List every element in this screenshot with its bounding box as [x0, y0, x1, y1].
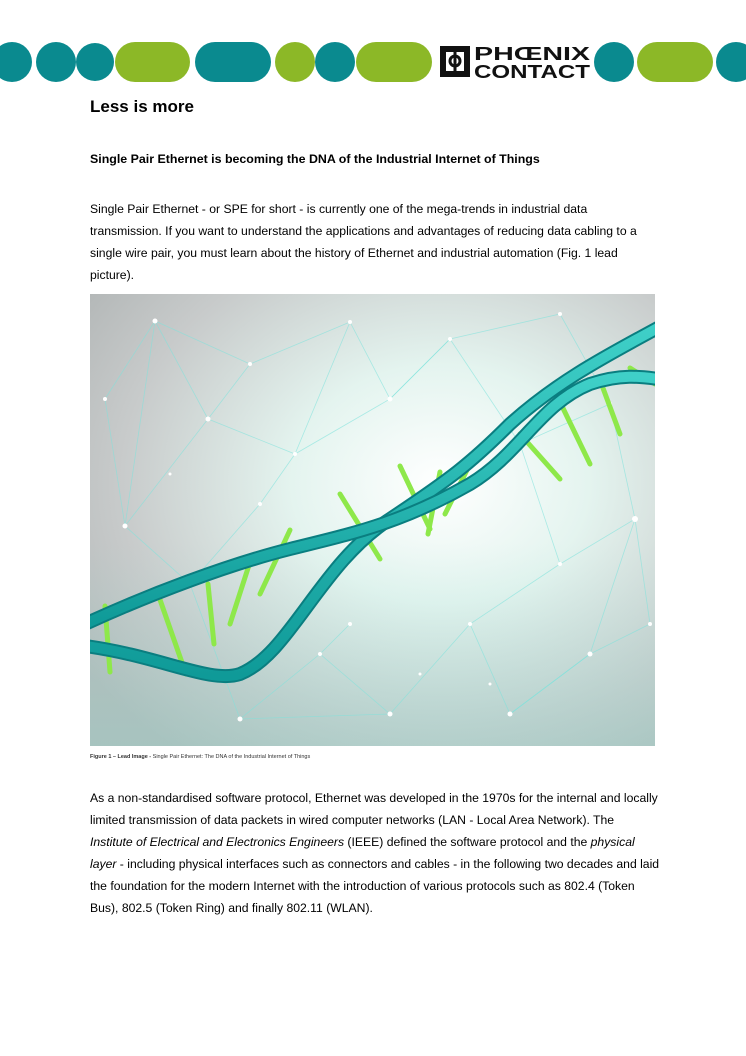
brand-shapes	[0, 42, 432, 82]
emphasis-physical-layer: physical layer	[90, 835, 635, 871]
figure-caption	[90, 754, 310, 760]
figure-caption-label: Figure 1 – Lead Image -	[90, 754, 153, 760]
green-pill	[356, 42, 432, 82]
body-text-part: - including physical interfaces such as connectors and cables - in the following two decades and laid the foundation for the modern Internet with the introduction of various protocols such as 802.4 (Token Bus), 802.5 (Token Ring) and finally 802.11 (WLAN).	[90, 857, 660, 915]
brand-header-band	[0, 41, 746, 83]
page-title: Less is more	[90, 97, 194, 116]
green-pill	[115, 42, 190, 82]
teal-circle	[315, 42, 355, 82]
phoenix-contact-logo	[440, 44, 590, 82]
body-text-part: (IEEE) defined the software protocol and the	[344, 835, 591, 849]
teal-circle	[594, 42, 634, 82]
lead-image-dna-helix	[90, 294, 655, 746]
green-pill	[637, 42, 713, 82]
intro-paragraph: Single Pair Ethernet - or SPE for short - is currently one of the mega-trends in industrial data transmission. If you want to understand the applications and advantages of reducing data cabling to a single wire pair, you must learn about the history of Ethernet and industrial automation (Fig. 1 lead picture).	[90, 202, 637, 282]
teal-circle	[716, 42, 746, 82]
body-paragraph	[90, 787, 660, 919]
emphasis-ieee: Institute of Electrical and Electronics Engineers	[90, 835, 345, 849]
body-text-part: As a non-standardised software protocol, Ethernet was developed in the 1970s for the internal and locally limited transmission of data packets in wired computer networks (LAN - Local Area Network). The	[90, 791, 658, 827]
green-circle	[275, 42, 315, 82]
teal-circle	[36, 42, 76, 82]
teal-circle	[76, 43, 114, 81]
teal-pill	[195, 42, 271, 82]
figure-caption-text: Single Pair Ethernet: The DNA of the Industrial Internet of Things	[152, 754, 311, 760]
brand-shapes-right	[594, 42, 746, 82]
logo-line-2: CONTACT	[474, 62, 590, 82]
page-subtitle: Single Pair Ethernet is becoming the DNA of the Industrial Internet of Things	[90, 152, 540, 166]
teal-circle	[0, 42, 32, 82]
logo-line-1: PHŒNIX	[474, 44, 590, 64]
